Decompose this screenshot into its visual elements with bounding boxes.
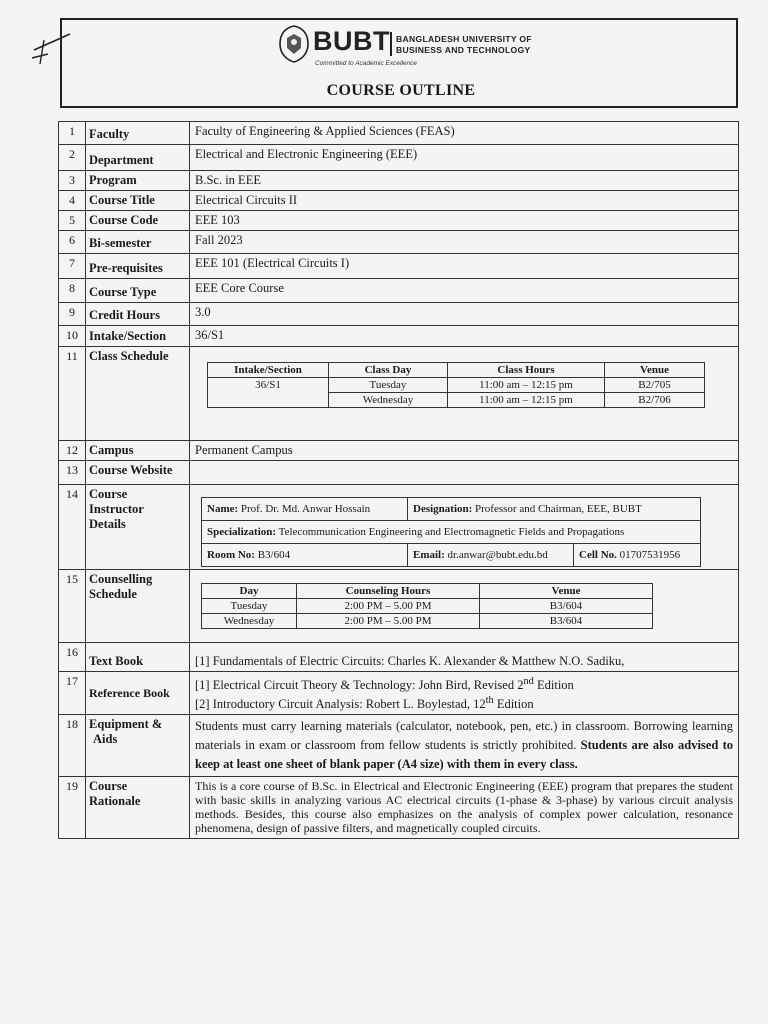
row-value: Faculty of Engineering & Applied Sciences (FEAS) bbox=[190, 122, 739, 145]
table-row bbox=[202, 614, 653, 629]
row-value bbox=[190, 461, 739, 485]
row-label: Course Title bbox=[86, 191, 190, 211]
email-cell: Email: dr.anwar@bubt.edu.bd bbox=[408, 544, 574, 567]
table-cell: 36/S1 bbox=[208, 378, 329, 393]
row-program bbox=[59, 171, 739, 191]
row-number: 17 bbox=[59, 672, 86, 715]
table-cell: 11:00 am – 12:15 pm bbox=[448, 393, 605, 408]
row-value: Permanent Campus bbox=[190, 441, 739, 461]
label-line: Aids bbox=[93, 732, 118, 747]
row-label bbox=[86, 485, 190, 570]
table-cell: Wednesday bbox=[202, 614, 297, 629]
row-number: 7 bbox=[59, 254, 86, 279]
row-instructor bbox=[59, 485, 739, 570]
row-value: 36/S1 bbox=[190, 326, 739, 347]
row-label: Bi-semester bbox=[86, 231, 190, 254]
row-rationale bbox=[59, 777, 739, 839]
table-header: Venue bbox=[480, 584, 653, 599]
table-header: Intake/Section bbox=[208, 363, 329, 378]
bubt-logo bbox=[277, 24, 577, 80]
table-row bbox=[208, 393, 705, 408]
header-box bbox=[60, 18, 738, 108]
row-label: Course Website bbox=[86, 461, 190, 485]
row-value: EEE 103 bbox=[190, 211, 739, 231]
label-line: Equipment & bbox=[89, 717, 163, 732]
table-cell: B2/706 bbox=[605, 393, 705, 408]
table-row bbox=[202, 498, 701, 521]
label-line: Counselling bbox=[89, 572, 153, 586]
table-cell bbox=[208, 393, 329, 408]
row-class-schedule bbox=[59, 347, 739, 441]
table-header: Venue bbox=[605, 363, 705, 378]
label-line: Schedule bbox=[89, 587, 137, 601]
university-seal-icon bbox=[277, 24, 311, 64]
row-course-code bbox=[59, 211, 739, 231]
table-cell: 2:00 PM – 5.00 PM bbox=[297, 614, 480, 629]
table-cell: 11:00 am – 12:15 pm bbox=[448, 378, 605, 393]
row-equipment bbox=[59, 715, 739, 777]
name-cell: Name: Prof. Dr. Md. Anwar Hossain bbox=[202, 498, 408, 521]
row-number: 16 bbox=[59, 643, 86, 672]
class-schedule-table bbox=[207, 362, 705, 408]
row-faculty bbox=[59, 122, 739, 145]
row-label: Pre-requisites bbox=[86, 254, 190, 279]
room-cell: Room No: B3/604 bbox=[202, 544, 408, 567]
row-number: 15 bbox=[59, 570, 86, 643]
row-value: This is a core course of B.Sc. in Electrical and Electronic Engineering (EEE) program that prepares the student with basic skills in analyzing various AC electrical circuits (1-phase & 3-phase) by various circuit analysis methods. Besides, this course also emphasizes on the analysis of complex power calculation, resonance phenomena, design of passive filters, and magnetically coupled circuits. bbox=[190, 777, 739, 839]
university-name-line1: BANGLADESH UNIVERSITY OF bbox=[396, 34, 532, 44]
table-header: Day bbox=[202, 584, 297, 599]
row-campus bbox=[59, 441, 739, 461]
row-value: EEE 101 (Electrical Circuits I) bbox=[190, 254, 739, 279]
row-number: 19 bbox=[59, 777, 86, 839]
label-line: Rationale bbox=[89, 794, 141, 809]
row-credit-hours bbox=[59, 303, 739, 326]
row-intake-section bbox=[59, 326, 739, 347]
table-header-row bbox=[208, 363, 705, 378]
row-value: Students must carry learning materials (calculator, notebook, pen, etc.) in classroom. Borrowing learning materials in exam or classroom from fellow students is strictly prohibited. Students are also advised to keep at least one sheet of blank paper (A4 size) with them in every class. bbox=[190, 715, 739, 777]
table-header: Class Hours bbox=[448, 363, 605, 378]
row-counselling bbox=[59, 570, 739, 643]
table-cell: B3/604 bbox=[480, 599, 653, 614]
table-cell: B3/604 bbox=[480, 614, 653, 629]
logo-wordmark: BUBT bbox=[313, 26, 390, 56]
table-row bbox=[202, 521, 701, 544]
row-reference-book bbox=[59, 672, 739, 715]
label-line: Course bbox=[89, 779, 128, 794]
row-number: 4 bbox=[59, 191, 86, 211]
row-number: 5 bbox=[59, 211, 86, 231]
row-label bbox=[86, 570, 190, 643]
row-number: 3 bbox=[59, 171, 86, 191]
row-number: 6 bbox=[59, 231, 86, 254]
table-cell: 2:00 PM – 5.00 PM bbox=[297, 599, 480, 614]
row-value: Electrical Circuits II bbox=[190, 191, 739, 211]
row-number: 11 bbox=[59, 347, 86, 441]
row-number: 18 bbox=[59, 715, 86, 777]
instructor-details-table bbox=[201, 497, 701, 567]
row-label: Text Book bbox=[86, 643, 190, 672]
table-row bbox=[208, 378, 705, 393]
row-department bbox=[59, 145, 739, 171]
logo-separator bbox=[390, 32, 392, 56]
row-bi-semester bbox=[59, 231, 739, 254]
row-value: [1] Fundamentals of Electric Circuits: Charles K. Alexander & Matthew N.O. Sadiku, bbox=[190, 643, 739, 672]
table-row bbox=[202, 599, 653, 614]
table-header-row bbox=[202, 584, 653, 599]
row-value bbox=[190, 347, 739, 441]
label-line: Course bbox=[89, 487, 128, 501]
row-label: Course Code bbox=[86, 211, 190, 231]
cell-number-cell: Cell No. 01707531956 bbox=[574, 544, 701, 567]
row-number: 9 bbox=[59, 303, 86, 326]
logo-tagline: Committed to Academic Excellence bbox=[315, 60, 417, 67]
row-number: 8 bbox=[59, 279, 86, 303]
row-label: Course Type bbox=[86, 279, 190, 303]
row-label: Faculty bbox=[86, 122, 190, 145]
row-value bbox=[190, 570, 739, 643]
row-number: 2 bbox=[59, 145, 86, 171]
row-text-book bbox=[59, 643, 739, 672]
table-cell: B2/705 bbox=[605, 378, 705, 393]
designation-cell: Designation: Professor and Chairman, EEE, BUBT bbox=[408, 498, 701, 521]
row-value bbox=[190, 672, 739, 715]
row-number: 10 bbox=[59, 326, 86, 347]
row-label: Credit Hours bbox=[86, 303, 190, 326]
row-label bbox=[86, 777, 190, 839]
row-number: 12 bbox=[59, 441, 86, 461]
table-cell: Tuesday bbox=[202, 599, 297, 614]
row-course-website bbox=[59, 461, 739, 485]
row-value: 3.0 bbox=[190, 303, 739, 326]
university-name-line2: BUSINESS AND TECHNOLOGY bbox=[396, 45, 531, 55]
row-label: Reference Book bbox=[86, 672, 190, 715]
counselling-schedule-table bbox=[201, 583, 653, 629]
row-value: B.Sc. in EEE bbox=[190, 171, 739, 191]
row-number: 13 bbox=[59, 461, 86, 485]
row-number: 1 bbox=[59, 122, 86, 145]
row-course-title bbox=[59, 191, 739, 211]
row-course-type bbox=[59, 279, 739, 303]
row-label: Campus bbox=[86, 441, 190, 461]
reference-line: [1] Electrical Circuit Theory & Technology: John Bird, Revised 2nd Edition bbox=[195, 676, 574, 693]
row-value bbox=[190, 485, 739, 570]
row-label: Intake/Section bbox=[86, 326, 190, 347]
row-label bbox=[86, 715, 190, 777]
row-label: Program bbox=[86, 171, 190, 191]
row-label: Class Schedule bbox=[86, 347, 190, 441]
table-cell: Tuesday bbox=[329, 378, 448, 393]
table-row bbox=[202, 544, 701, 567]
label-line: Instructor bbox=[89, 502, 144, 516]
label-line: Details bbox=[89, 517, 126, 531]
row-number: 14 bbox=[59, 485, 86, 570]
row-prerequisites bbox=[59, 254, 739, 279]
table-header: Counseling Hours bbox=[297, 584, 480, 599]
course-outline-table bbox=[58, 121, 739, 839]
table-header: Class Day bbox=[329, 363, 448, 378]
row-value: Fall 2023 bbox=[190, 231, 739, 254]
row-value: Electrical and Electronic Engineering (EEE) bbox=[190, 145, 739, 171]
reference-line: [2] Introductory Circuit Analysis: Robert L. Boylestad, 12th Edition bbox=[195, 695, 534, 712]
table-cell: Wednesday bbox=[329, 393, 448, 408]
row-label: Department bbox=[86, 145, 190, 171]
specialization-cell: Specialization: Telecommunication Engineering and Electromagnetic Fields and Propagations bbox=[202, 521, 701, 544]
page-title: COURSE OUTLINE bbox=[326, 82, 476, 99]
row-value: EEE Core Course bbox=[190, 279, 739, 303]
